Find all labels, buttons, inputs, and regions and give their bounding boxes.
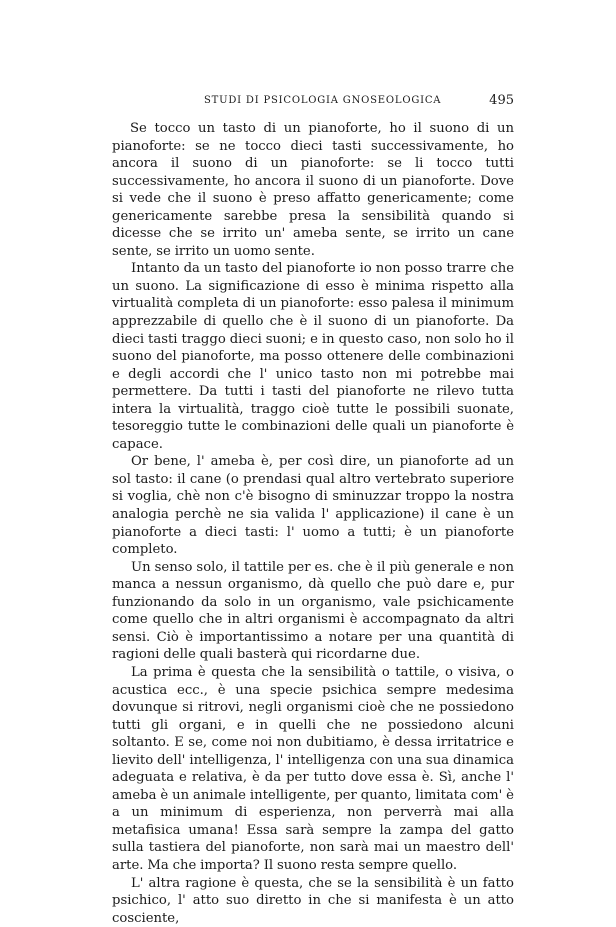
paragraph-1: Se tocco un tasto di un pianoforte, ho il suono di un pianoforte: se ne tocco dieci tasti successivamente, ho ancora il suono di un pianoforte: se li tocco tutti successivamente, ho ancora il suono di un pianoforte. Dove si vede che il suono è preso affatto genericamente; come genericamente sarebbe presa la sensibilità quando si dicesse che se irrito un' ameba sente, se irrito un cane sente, se irrito un uomo sente.	[112, 121, 514, 259]
paragraph-6: L' altra ragione è questa, che se la sensibilità è un fatto psichico, l' atto suo diretto in che si manifesta è un atto cosciente,	[112, 875, 514, 926]
running-title: STUDI DI PSICOLOGIA GNOSEOLOGICA	[204, 95, 442, 106]
paragraph-2: Intanto da un tasto del pianoforte io non posso trarre che un suono. La significazione di esso è minima rispetto alla virtualità completa di un pianoforte: esso palesa il minimum apprezzabile di quello che è il suono di un pianoforte. Da dieci tasti traggo dieci suoni; e in questo caso, non solo ho il suono del pianoforte, ma posso ottenere delle combinazioni e degli accordi che l' unico tasto non mi potrebbe mai permettere. Da tutti i tasti del pianoforte ne rilevo tutta intera la virtualità, traggo cioè tutte le possibili suonate, tesoreggio tutte le combinazioni delle quali un pianoforte è capace.	[112, 261, 514, 452]
page-number: 495	[489, 93, 514, 108]
paragraph-3: Or bene, l' ameba è, per così dire, un pianoforte ad un sol tasto: il cane (o prendasi qual altro vertebrato superiore si voglia, chè non c'è bisogno di sminuzzar troppo la nostra analogia perchè ne sia valida l' applicazione) il cane è un pianoforte a dieci tasti: l' uomo a tutti; è un pianoforte completo.	[112, 454, 514, 558]
body-text	[112, 120, 514, 927]
paragraph-4: Un senso solo, il tattile per es. che è il più generale e non manca a nessun organismo, dà quello che può dare e, pur funzionando da solo in un organismo, vale psichicamente come quello che in altri organismi è accompagnato da altri sensi. Ciò è importantissimo a notare per una quantità di ragioni delle quali basterà qui ricordarne due.	[112, 559, 514, 663]
paragraph-5: La prima è questa che la sensibilità o tattile, o visiva, o acustica ecc., è una specie psichica sempre medesima dovunque si ritrovi, negli organismi cioè che ne possiedono tutti gli organi, e in quelli che ne possiedono alcuni soltanto. E se, come noi non dubitiamo, è dessa irritatrice e lievito dell' intelligenza, l' intelligenza con una sua dinamica adeguata e relativa, è da per tutto dove essa è. Sì, anche l' ameba è un animale intelligente, per quanto, limitata com' è a un minimum di esperienza, non perverrà mai alla metafisica umana! Essa sarà sempre la zampa del gatto sulla tastiera del pianoforte, non sarà mai un maestro dell' arte. Ma che importa? Il suono resta sempre quello.	[112, 664, 514, 873]
running-head	[112, 95, 514, 111]
